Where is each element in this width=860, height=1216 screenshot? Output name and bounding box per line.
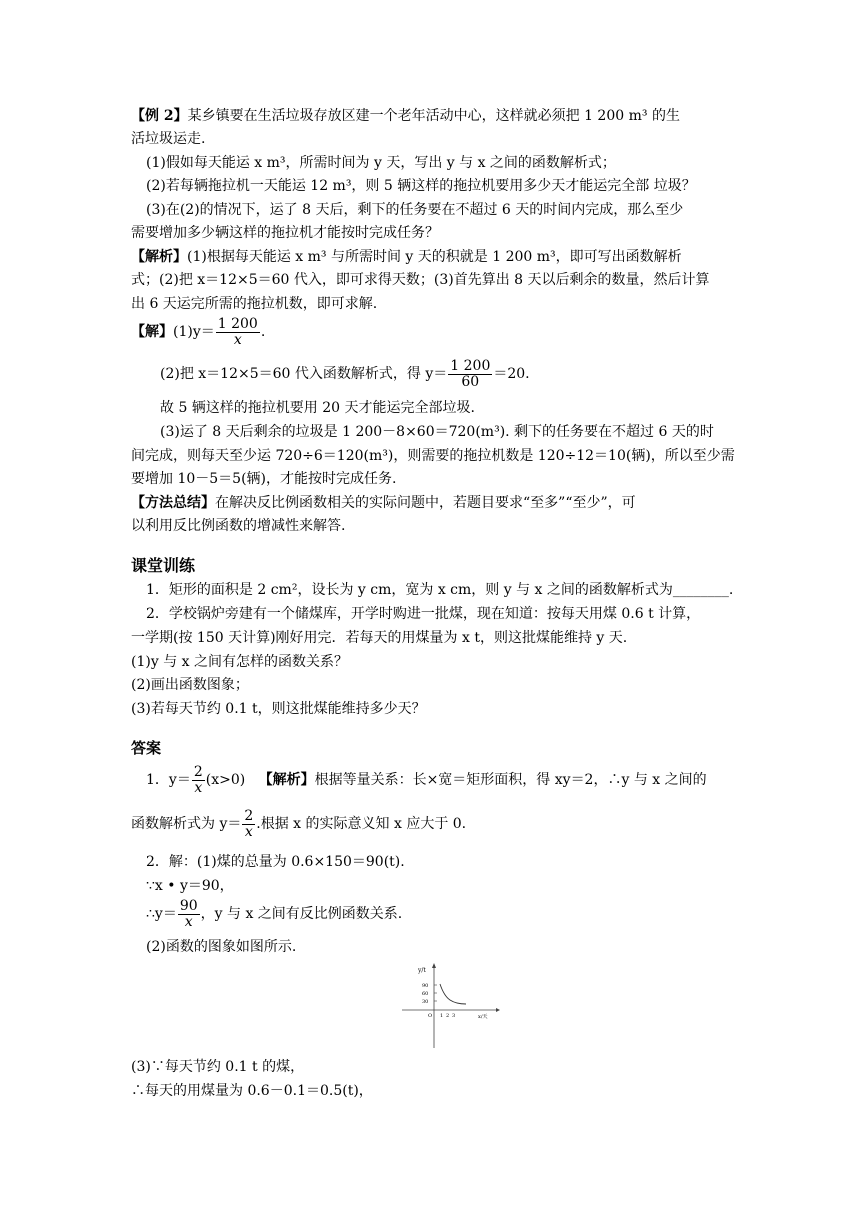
practice-problem-2-q2: (2)画出函数图象； — [131, 677, 249, 693]
solution-step1: 【解】(1)y＝ $\frac{1 200}{x}$ . — [131, 315, 266, 348]
practice-heading: 课堂训练 — [131, 556, 196, 575]
y-tick-label: 90 — [422, 983, 429, 989]
analysis-line3: 出 6 天运完所需的拖拉机数，即可求解. — [131, 296, 378, 312]
practice-problem-2-q1: (1)y 与 x 之间有怎样的函数关系？ — [131, 654, 348, 670]
x-tick-label: 1 — [440, 1013, 444, 1019]
method-summary-line1: 【方法总结】在解决反比例函数相关的实际问题中，若题目要求“至多”“至少”，可 — [131, 495, 636, 511]
solution-step2-conclusion: 故 5 辆这样的拖拉机要用 20 天才能运完全部垃圾. — [160, 400, 475, 416]
fraction: $\frac{2}{x}$ — [193, 763, 203, 796]
example-question-line1: 【例 2】某乡镇要在生活垃圾存放区建一个老年活动中心，这样就必须把 1 200 m³ 的生 — [131, 108, 680, 124]
solution-step2: (2)把 x＝12×5＝60 代入函数解析式，得 y＝ $\frac{1 200}{60}$ ＝20. — [160, 357, 530, 390]
answer-2-line6: ∴每天的用煤量为 0.6－0.1＝0.5(t)， — [131, 1083, 373, 1099]
fraction: $\frac{1 200}{60}$ — [450, 357, 491, 390]
y-tick-label: 30 — [422, 999, 429, 1005]
answer-2-line3: ∴y＝ $\frac{90}{x}$ ，y 与 x 之间有反比例函数关系. — [146, 897, 403, 930]
hyperbola-curve — [440, 984, 466, 1004]
x-tick-label: 2 — [446, 1013, 450, 1019]
practice-problem-1: 1．矩形的面积是 2 cm²，设长为 y cm，宽为 x cm，则 y 与 x 之间的函数解析式为________. — [146, 582, 734, 598]
example-subquestion-2: (2)若每辆拖拉机一天能运 12 m³，则 5 辆这样的拖拉机要用多少天才能运完全部 垃圾？ — [146, 178, 696, 194]
answer-1-line2: 函数解析式为 y＝ $\frac{2}{x}$ .根据 x 的实际意义知 x 应大于 0. — [131, 807, 467, 840]
practice-problem-2-q3: (3)若每天节约 0.1 t，则这批煤能维持多少天？ — [131, 701, 426, 717]
answers-heading: 答案 — [131, 739, 162, 757]
answer-1-line1: 1．y＝ $\frac{2}{x}$ (x>0) 【解析】根据等量关系：长×宽＝矩形面积，得 xy＝2，∴y 与 x 之间的 — [146, 763, 707, 796]
function-graph — [400, 962, 500, 1050]
answer-2-line1: 2．解：(1)煤的总量为 0.6×150＝90(t). — [146, 854, 405, 870]
x-tick-label: 3 — [452, 1013, 456, 1019]
origin-label: O — [428, 1013, 433, 1019]
example-subquestion-3-line1: (3)在(2)的情况下，运了 8 天后，剩下的任务要在不超过 6 天的时间内完成，那么至少 — [146, 202, 684, 218]
answer-analysis-tag: 【解析】 — [258, 772, 315, 788]
analysis-line1: 【解析】(1)根据每天能运 x m³ 与所需时间 y 天的积就是 1 200 m³，即可写出函数解析 — [131, 249, 682, 265]
answer-2-line4: (2)函数的图象如图所示. — [146, 939, 297, 955]
answer-2-line5: (3)∵每天节约 0.1 t 的煤， — [131, 1059, 305, 1075]
y-axis-arrow-icon — [432, 963, 436, 968]
method-summary-line2: 以利用反比例函数的增减性来解答. — [131, 518, 346, 534]
analysis-line2: 式；(2)把 x＝12×5＝60 代入，即可求得天数；(3)首先算出 8 天以后剩余的数量，然后计算 — [131, 272, 710, 288]
method-tag: 【方法总结】 — [131, 495, 215, 511]
example-tag: 【例 2】 — [131, 108, 188, 124]
solution-step3-line1: (3)运了 8 天后剩余的垃圾是 1 200－8×60＝720(m³). 剩下的任务要在不超过 6 天的时 — [160, 424, 714, 440]
solution-step3-line3: 要增加 10－5＝5(辆)，才能按时完成任务. — [131, 471, 397, 487]
practice-problem-2-line2: 一学期(按 150 天计算)刚好用完．若每天的用煤量为 x t，则这批煤能维持 y 天. — [131, 630, 628, 646]
y-tick-label: 60 — [422, 991, 429, 997]
x-axis-arrow-icon — [496, 1008, 500, 1012]
example-subquestion-3-line2: 需要增加多少辆这样的拖拉机才能按时完成任务？ — [131, 225, 439, 241]
solution-step3-line2: 间完成，则每天至少运 720÷6＝120(m³)，则需要的拖拉机数是 120÷12＝10(辆)，所以至少需 — [131, 448, 735, 464]
solution-tag: 【解】 — [131, 324, 173, 340]
example-subquestion-1: (1)假如每天能运 x m³，所需时间为 y 天，写出 y 与 x 之间的函数解析式； — [146, 155, 616, 171]
y-axis-label: y/t — [418, 967, 426, 974]
answer-2-line2: ∵x • y＝90， — [146, 878, 234, 894]
analysis-tag: 【解析】 — [131, 249, 187, 265]
fraction: $\frac{1 200}{x}$ — [217, 315, 258, 348]
fraction: $\frac{90}{x}$ — [179, 897, 198, 930]
example-question-line2: 活垃圾运走. — [131, 131, 206, 147]
practice-problem-2-line1: 2．学校锅炉旁建有一个储煤库，开学时购进一批煤，现在知道：按每天用煤 0.6 t 计算， — [146, 606, 701, 622]
x-axis-label: x/天 — [478, 1014, 488, 1020]
fraction: $\frac{2}{x}$ — [244, 807, 254, 840]
